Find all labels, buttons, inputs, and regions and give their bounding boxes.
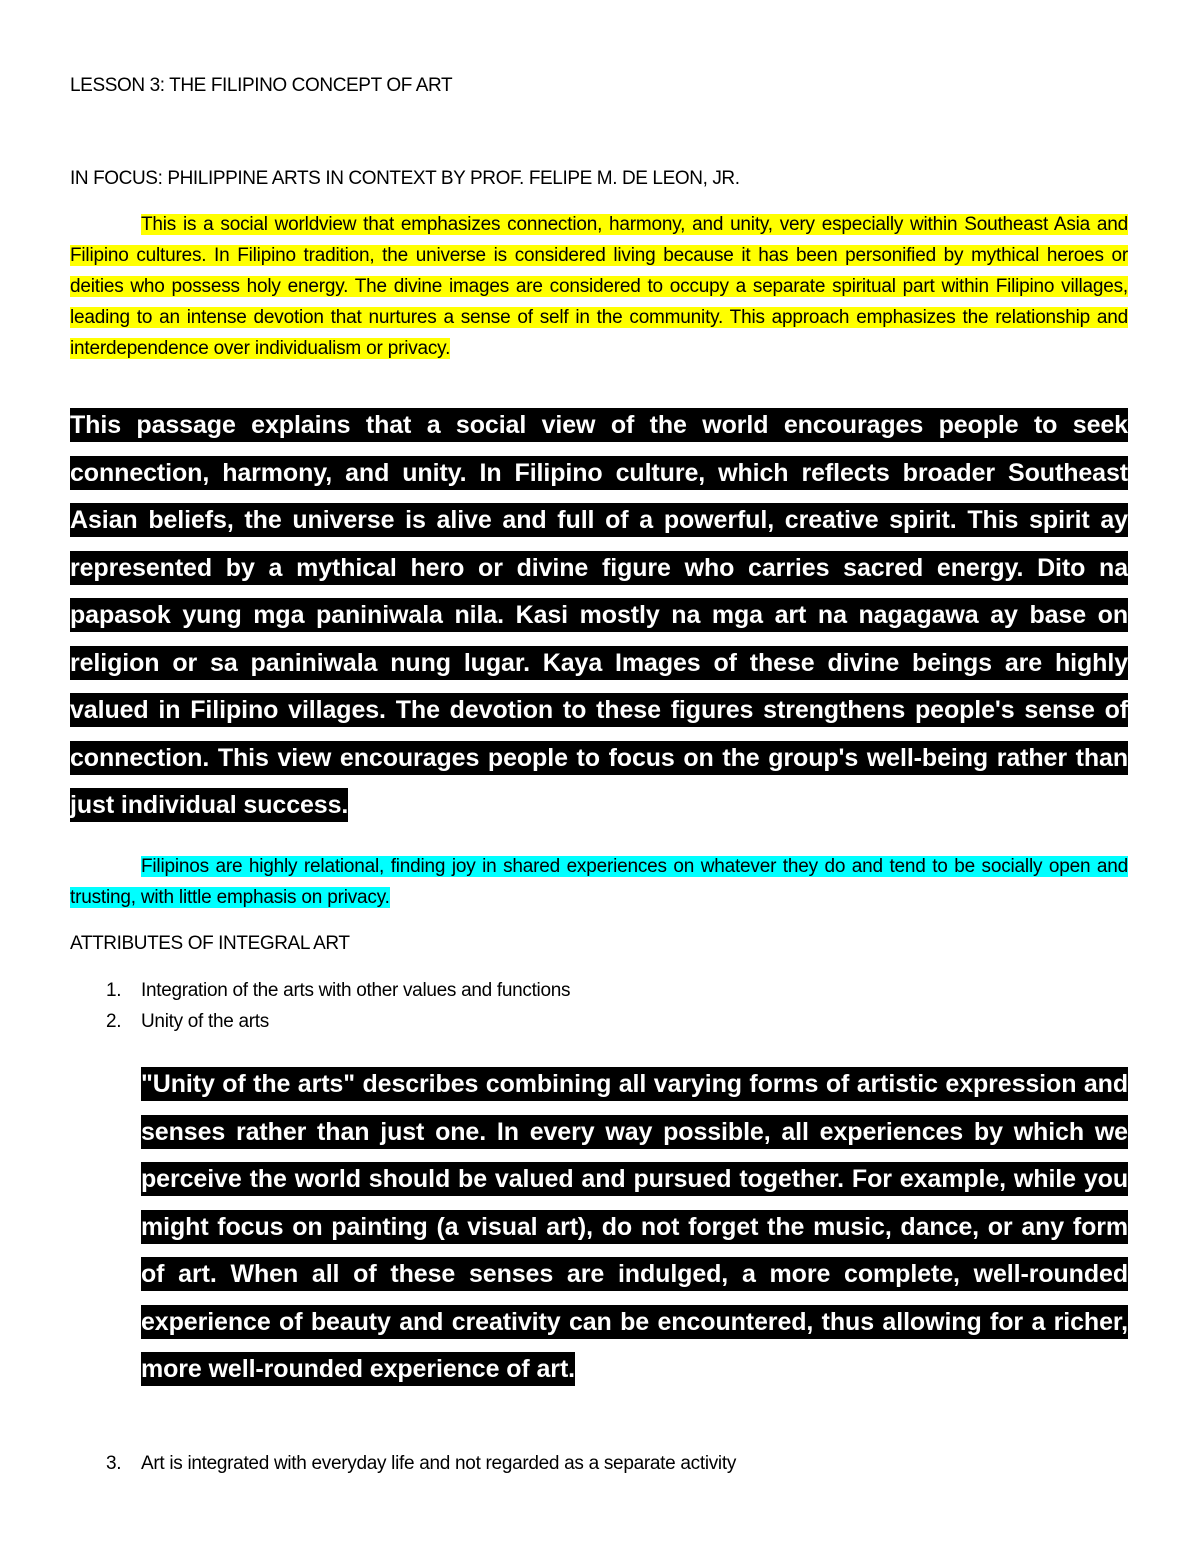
in-focus-heading: IN FOCUS: PHILIPPINE ARTS IN CONTEXT BY PROF. FELIPE M. DE LEON, JR. xyxy=(70,168,740,189)
yellow-highlighted-paragraph xyxy=(70,209,1128,364)
list-item-text: Integration of the arts with other values and functions xyxy=(141,980,571,1001)
attributes-heading: ATTRIBUTES OF INTEGRAL ART xyxy=(70,933,350,954)
black-note-text-2: "Unity of the arts" describes combining all varying forms of artistic expression and senses rather than just one. In every way possible, all experiences by which we perceive the world should be valued and pursued together. For example, while you might focus on painting (a visual art), do not forget the music, dance, or any form of art. When all of these senses are indulged, a more complete, well-rounded experience of beauty and creativity can be encountered, thus allowing for a richer, more well-rounded experience of art. xyxy=(141,1067,1128,1386)
list-item-number: 1. xyxy=(106,980,122,1001)
black-note-block-2 xyxy=(141,1061,1128,1394)
black-note-text-1: This passage explains that a social view of the world encourages people to seek connection, harmony, and unity. In Filipino culture, which reflects broader Southeast Asian beliefs, the universe is alive and full of a powerful, creative spirit. This spirit ay represented by a mythical hero or divine figure who carries sacred energy. Dito na papasok yung mga paniniwala nila. Kasi mostly na mga art na nagagawa ay base on religion or sa paniniwala nung lugar. Kaya Images of these divine beings are highly valued in Filipino villages. The devotion to these figures strengthens people's sense of connection. This view encourages people to focus on the group's well-being rather than just individual success. xyxy=(70,408,1128,822)
list-item-text: Unity of the arts xyxy=(141,1011,269,1032)
lesson-title: LESSON 3: THE FILIPINO CONCEPT OF ART xyxy=(70,75,453,96)
yellow-highlight-text: This is a social worldview that emphasizes connection, harmony, and unity, very especially within Southeast Asia and Filipino cultures. In Filipino tradition, the universe is considered living because it has been personified by mythical heroes or deities who possess holy energy. The divine images are considered to occupy a separate spiritual part within Filipino villages, leading to an intense devotion that nurtures a sense of self in the community. This approach emphasizes the relationship and interdependence over individualism or privacy. xyxy=(70,214,1128,359)
list-item-number: 2. xyxy=(106,1011,122,1032)
list-item-number: 3. xyxy=(106,1453,122,1474)
cyan-highlight-text: Filipinos are highly relational, finding joy in shared experiences on whatever they do and tend to be socially open and trusting, with little emphasis on privacy. xyxy=(70,856,1128,908)
list-item-text: Art is integrated with everyday life and not regarded as a separate activity xyxy=(141,1453,737,1474)
black-note-block-1 xyxy=(70,402,1128,830)
cyan-highlighted-paragraph xyxy=(70,851,1128,913)
